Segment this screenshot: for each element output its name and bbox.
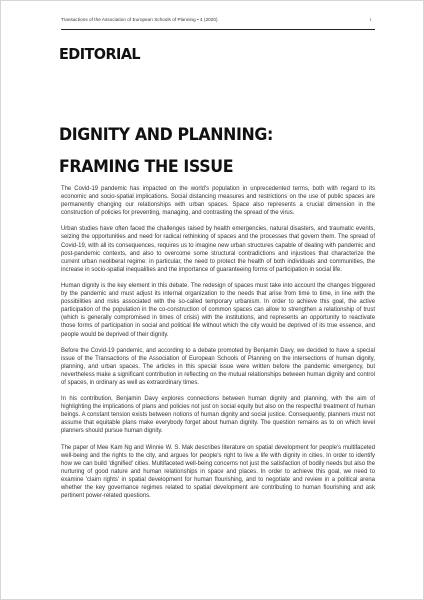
paragraph: The paper of Mee Kam Ng and Winnie W. S. Mak describes literature on spatial development for people's multifaceted well-being and the rights to the city, and argues for people's right to live a life with dignity in cities. In order to identify how we can build 'dignified' cities. Multifaceted well-being concerns not just the satisfaction of bodily needs but also the nurturing of good nature and human relationships in space and places. In order to achieve this goal, we need to examine 'claim rights' in spatial development for human flourishing, and to negotiate and review in a political arena whether the key governance regimes related to spatial development are contributing to human flourishing and ask pertinent power-related questions. <box>61 444 375 500</box>
paragraph: The Covid-19 pandemic has impacted on the world's population in unprecedented terms, both with regard to its economic and socio-spatial implications. Social distancing measures and restrictions on the use of public spaces are permanently changing our relationships with urban spaces. Space also represents a crucial dimension in the construction of policies for preventing, managing, and contrasting the spread of the virus. <box>61 186 375 217</box>
article-body <box>61 185 375 508</box>
paragraph: Before the Covid-19 pandemic, and according to a debate promoted by Benjamin Davy, we decided to have a special issue of the Transactions of the Association of European Schools of Planning on the intersections of human dignity, planning, and urban spaces. The articles in this special issue were written before the pandemic emergency, but nevertheless make a significant contribution in reflecting on the mutual relationships between human dignity and control of spaces, in ordinary as well as extraordinary times. <box>61 347 375 386</box>
paragraph: Urban studies have often faced the challenges raised by health emergencies, natural disasters, and traumatic events, seizing the opportunities and need for radical rethinking of spaces and the processes that govern them. The spread of Covid-19, with all its consequences, requires us to imagine new urban structures capable of dealing with pandemic and post-pandemic contexts, and also to overcome some structural contradictions and injustices that characterize the current urban neoliberal regime: in particular, the need to protect the health of both individuals and communities, the increase in socio-spatial inequalities and the importance of guaranteeing forms of participation in social life. <box>61 226 375 273</box>
article-title <box>59 119 273 183</box>
article-title-line-1: DIGNITY AND PLANNING: <box>59 125 273 145</box>
paragraph: Human dignity is the key element in this debate. The redesign of spaces must take into account the changes triggered by the pandemic and must adjust its internal organization to the needs that arise from time to time, in line with the possibilities and risks associated with the so-called temporary urbanism. In order to achieve this goal, the active participation of the population in the co-construction of common spaces can allow to strengthen a relationship of trust (which is generally compromised in times of crisis) with the institutions, and represents an opportunity to reactivate those forms of participation in social and political life without which the city would be deprived of its true essence, and people would be deprived of their dignity. <box>61 282 375 338</box>
page-number: i <box>369 17 371 22</box>
header-rule <box>61 29 375 30</box>
section-label: EDITORIAL <box>59 45 141 63</box>
running-header: Transactions of the Association of European Schools of Planning • 4 (2020) <box>61 17 218 22</box>
paragraph: In his contribution, Benjamin Davy explores connections between human dignity and planning, with the aim of highlighting the implications of plans and policies not just on social equity but also on the respectful treatment of human beings. A constant tension exists between notions of human dignity and social justice. Consequently, planners must not assume that equitable plans make everybody forget about human dignity. The question remains as to on which level planners should pursue human dignity. <box>61 396 375 435</box>
article-title-line-2: FRAMING THE ISSUE <box>59 157 234 177</box>
